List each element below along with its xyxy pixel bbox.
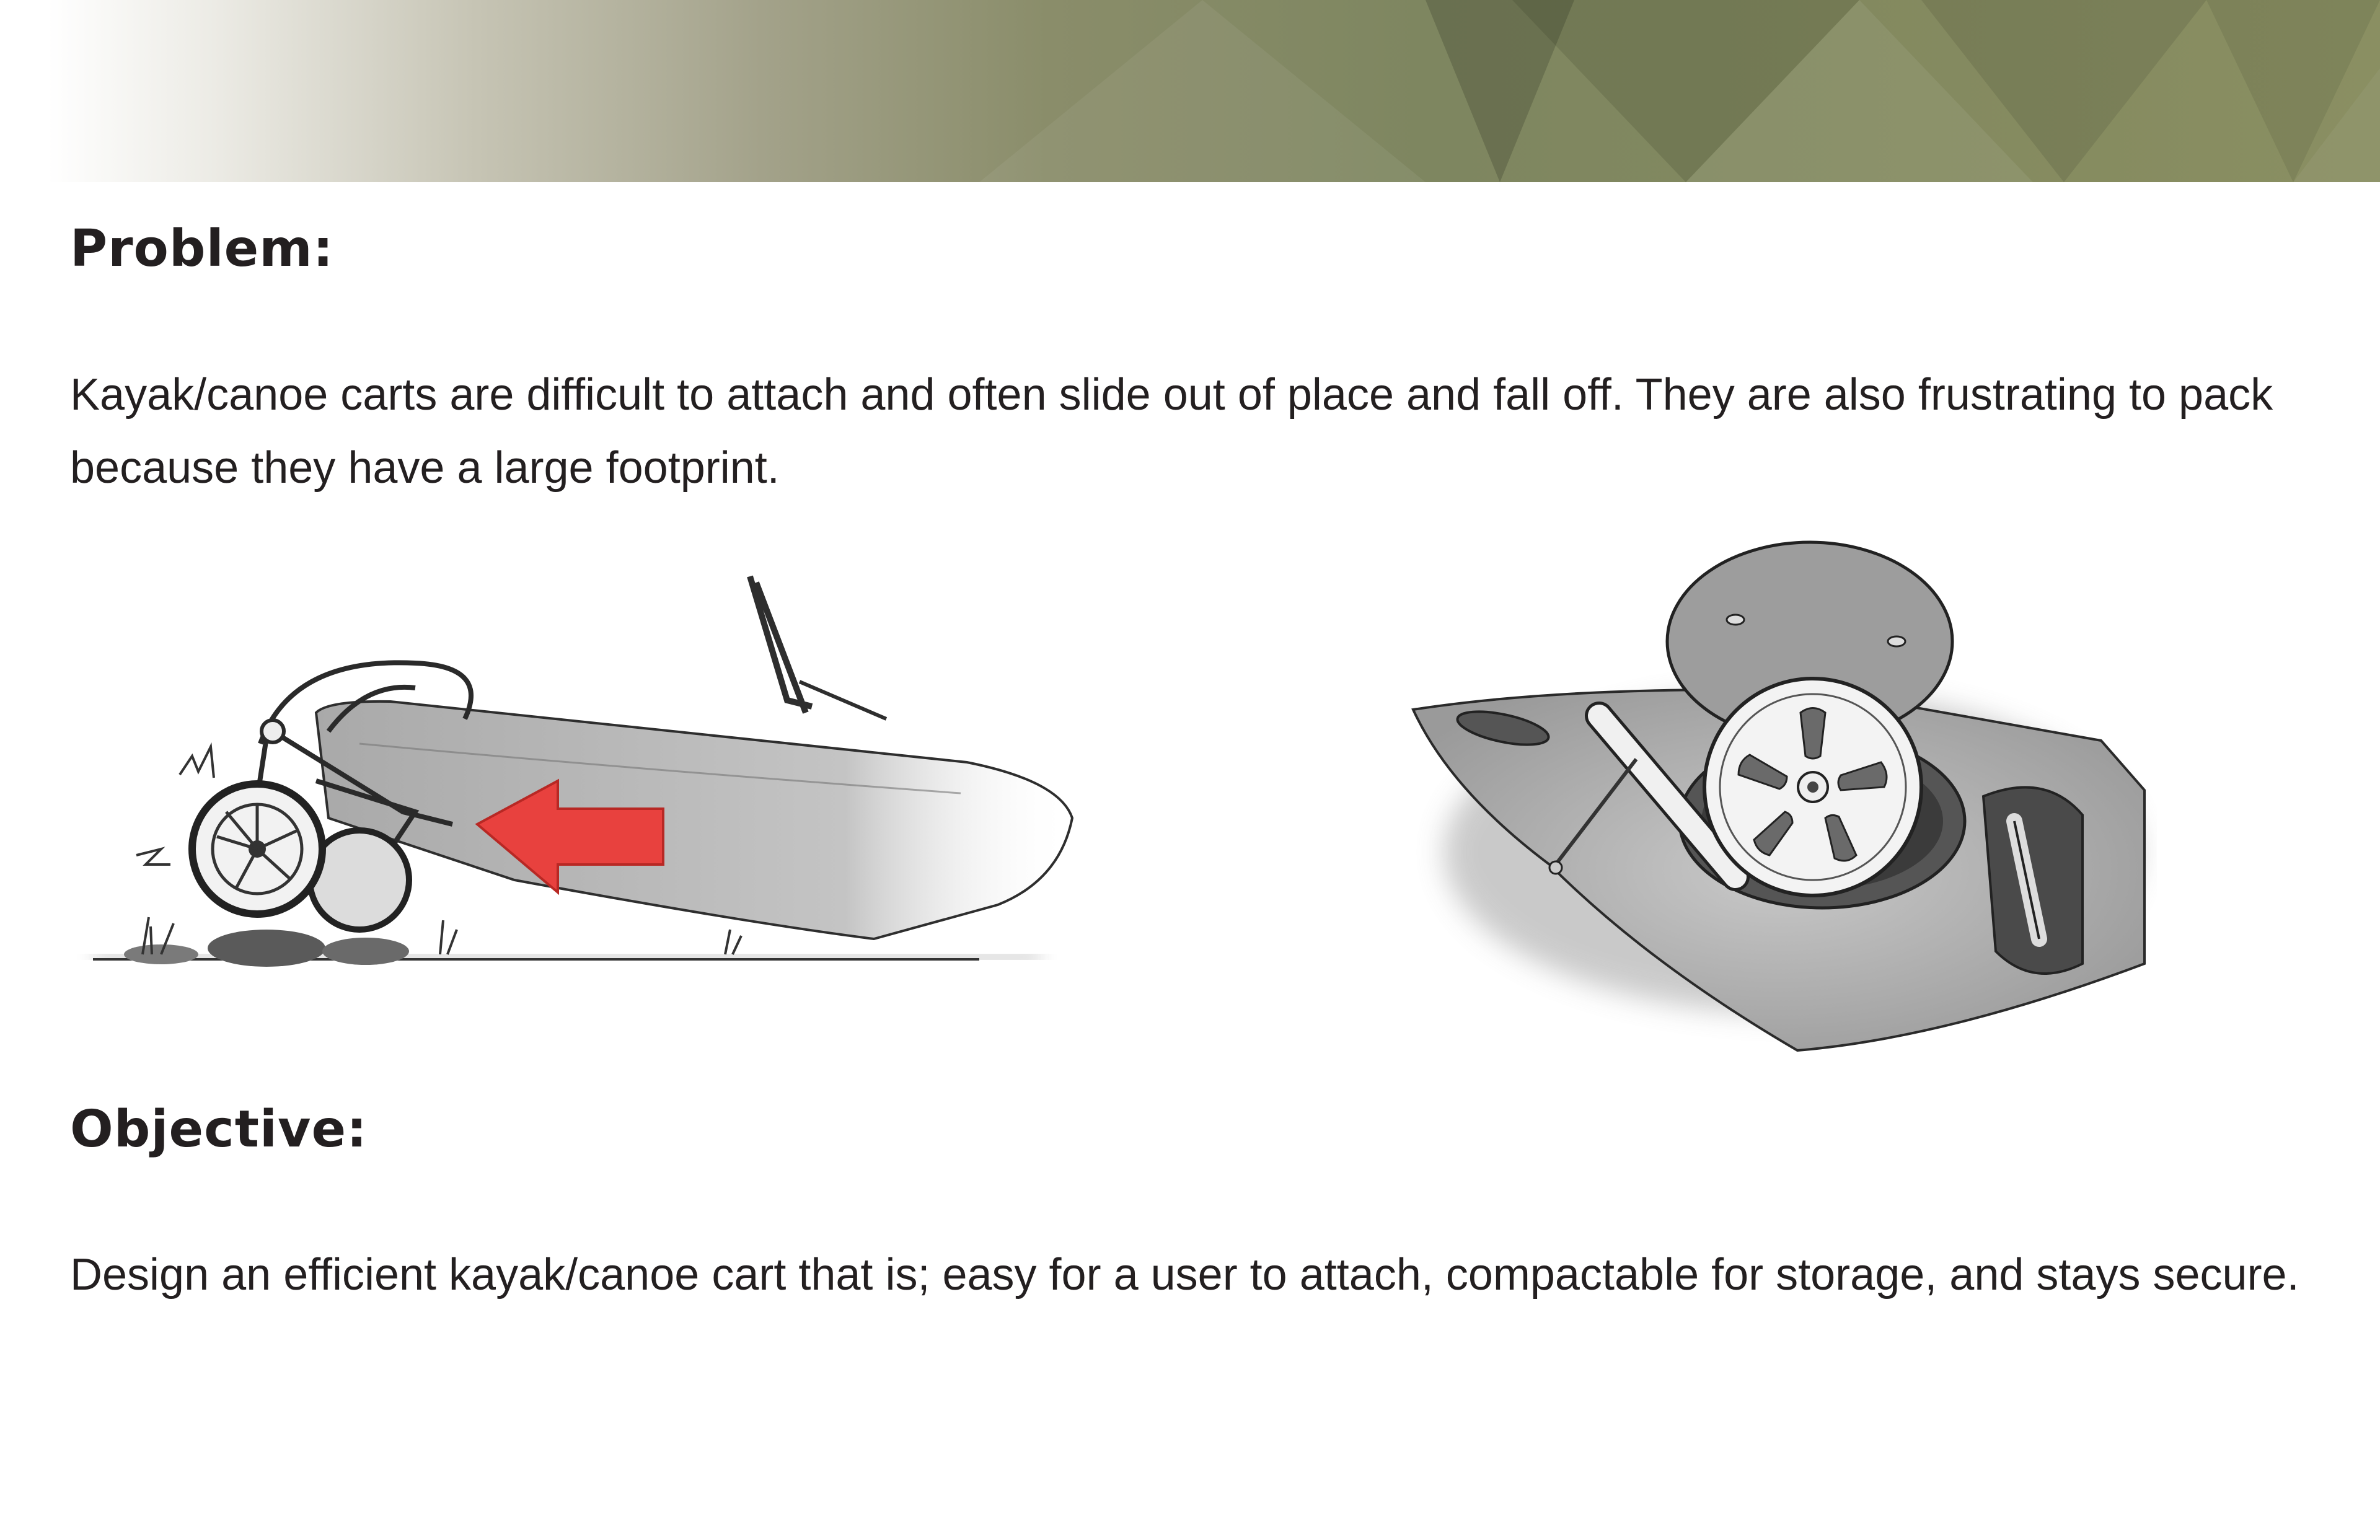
banner-triangle-pattern xyxy=(0,0,2380,182)
problem-heading: Problem: xyxy=(70,219,334,278)
header-banner xyxy=(0,0,2380,182)
objective-text: Design an efficient kayak/canoe cart that is; easy for a user to attach, compactable for storage, and stays secure. xyxy=(70,1250,2299,1300)
objective-heading: Objective: xyxy=(70,1100,368,1159)
problem-text: Kayak/canoe carts are difficult to attach and often slide out of place and fall off. They are also frustrating to pack because they have a large footprint. xyxy=(70,370,2273,493)
cart-sliding-off-illustration xyxy=(68,558,1122,979)
cart-stored-in-hatch-illustration xyxy=(1388,530,2157,1057)
